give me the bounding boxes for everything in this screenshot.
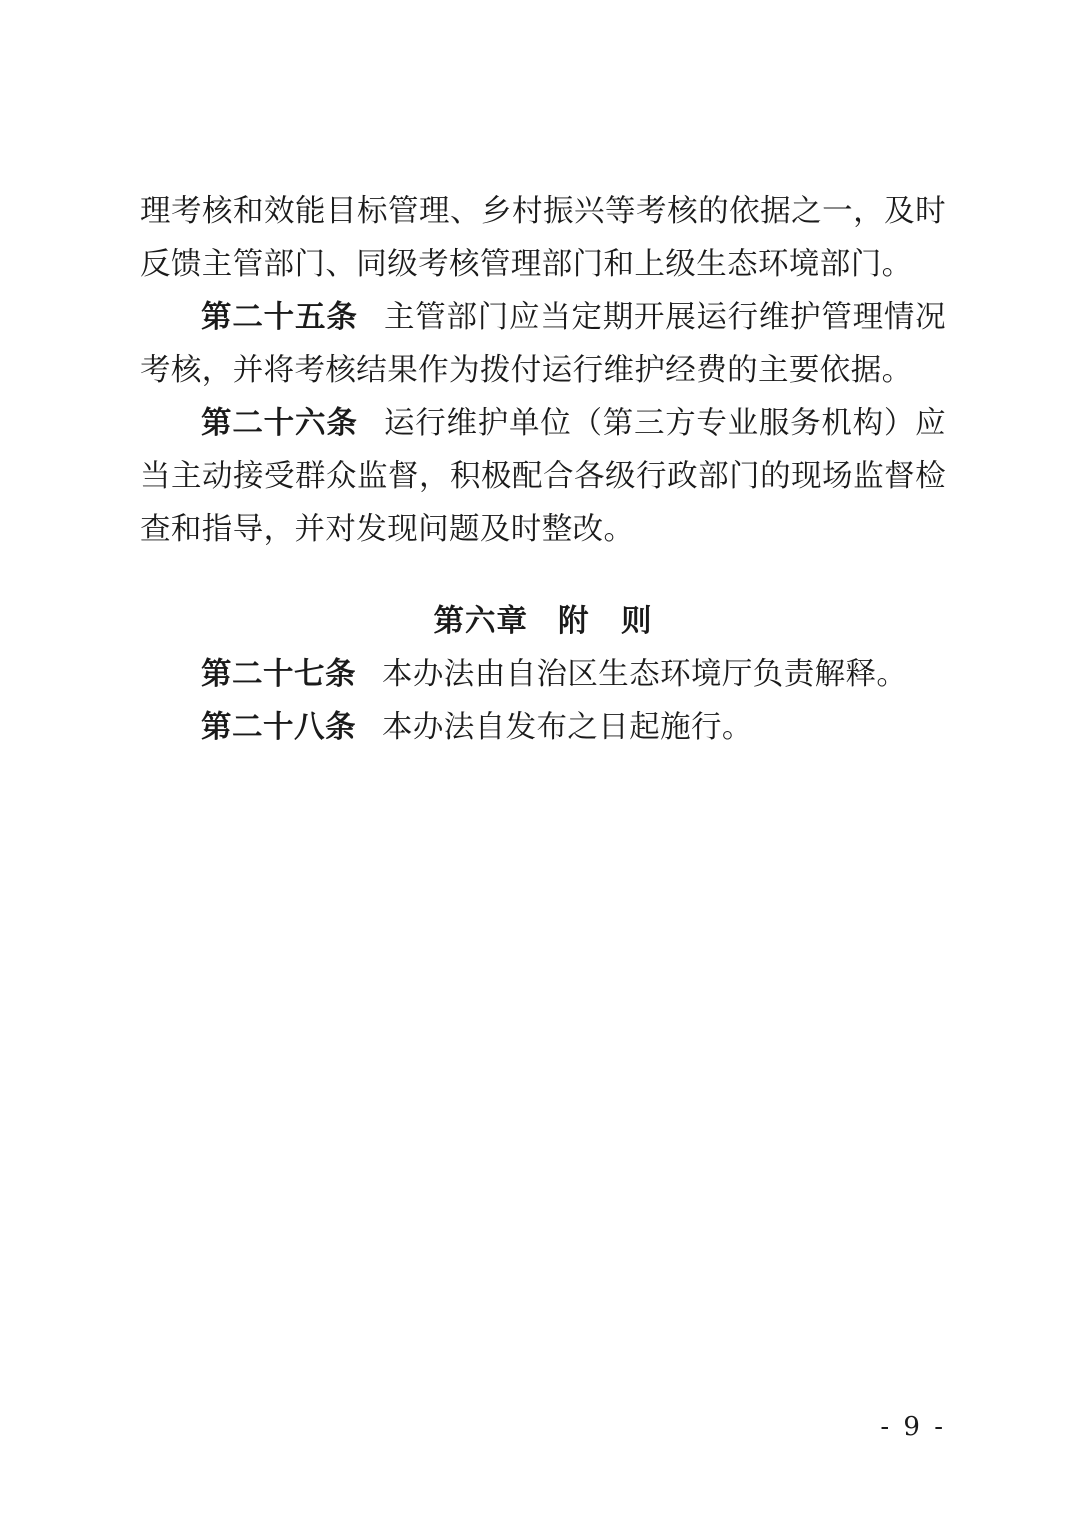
article-25 xyxy=(140,291,946,397)
article-26-text: 运行维护单位（第三方专业服务机构）应当主动接受群众监督，积极配合各级行政部门的现场监督检查和指导，并对发现问题及时整改。 xyxy=(140,406,947,547)
article-27-label: 第二十七条 xyxy=(201,656,356,692)
article-27-text: 本办法由自治区生态环境厅负责解释。 xyxy=(382,657,908,692)
article-28 xyxy=(140,701,946,754)
continued-paragraph: 理考核和效能目标管理、乡村振兴等考核的依据之一，及时反馈主管部门、同级考核管理部门和上级生态环境部门。 xyxy=(140,194,946,282)
article-25-label: 第二十五条 xyxy=(201,299,358,335)
article-26-label: 第二十六条 xyxy=(201,405,358,441)
article-27 xyxy=(140,648,946,701)
article-28-text: 本办法自发布之日起施行。 xyxy=(382,710,753,745)
article-25-text: 主管部门应当定期开展运行维护管理情况考核，并将考核结果作为拨付运行维护经费的主要依据。 xyxy=(140,300,947,388)
chapter-number: 第六章 xyxy=(433,603,528,639)
page-number: - 9 - xyxy=(880,1412,946,1442)
article-26 xyxy=(140,397,946,556)
chapter-heading xyxy=(140,596,946,640)
chapter-title: 附 则 xyxy=(558,603,653,639)
article-28-label: 第二十八条 xyxy=(201,709,356,745)
